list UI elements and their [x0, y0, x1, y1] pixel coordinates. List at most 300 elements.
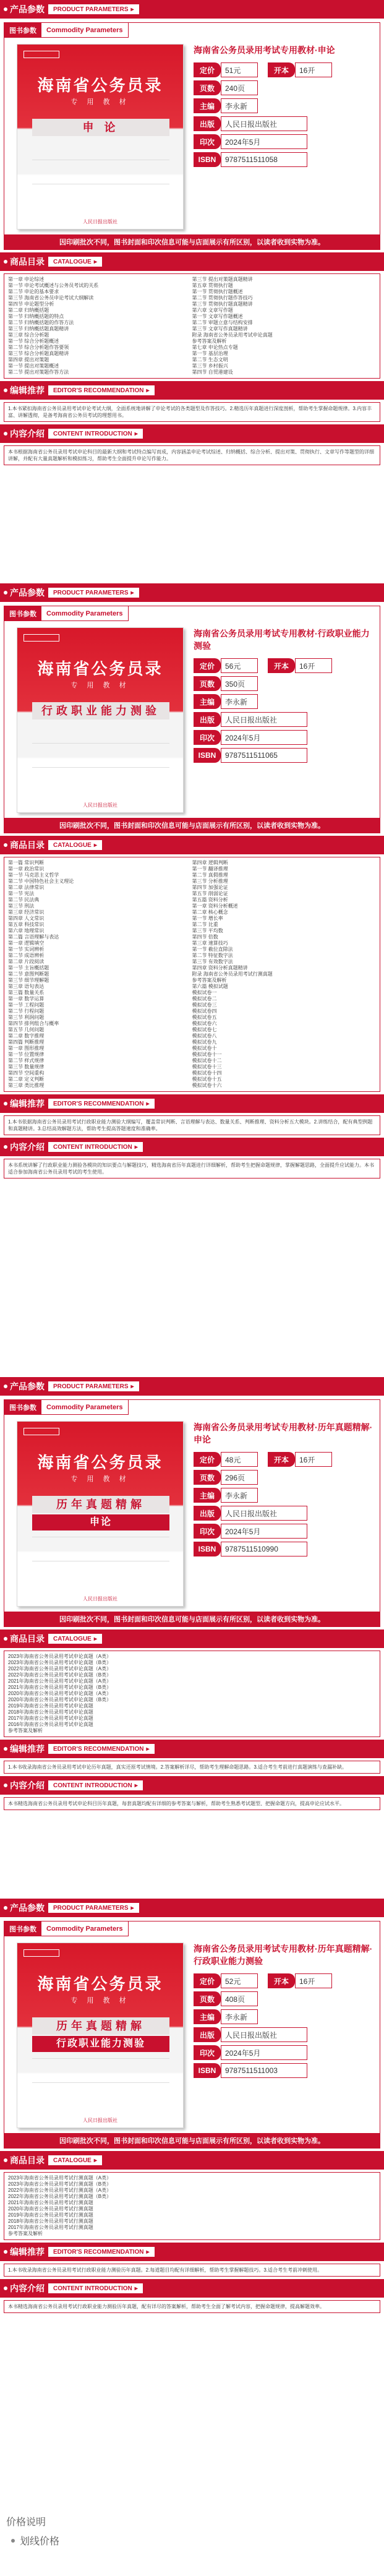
toc-item: 第二章 归纳概括题: [8, 307, 49, 313]
print-label: 印次: [194, 2045, 221, 2060]
cover-title: 海南省公务员录: [37, 659, 163, 678]
intro-text-box: [4, 1797, 380, 1810]
toc-item: 模拟试卷九: [192, 1039, 217, 1045]
editor-value: 李永新: [221, 2009, 258, 2024]
toc-item: 第二节 生态文明: [192, 357, 228, 363]
toc-item: 附录 海南省公务员录用考试行测真题: [192, 971, 273, 977]
bullet-icon: [4, 1145, 7, 1149]
toc-item: 第二章 法律常识: [8, 885, 45, 890]
book-cover: [17, 627, 184, 813]
toc-item: 2020年海南省公务员录用考试行测真题: [8, 2206, 93, 2212]
toc-item: 第四节 加强论证: [192, 885, 228, 890]
toc-item: 第一节 翻译推理: [192, 866, 228, 872]
toc-item: 模拟试卷八: [192, 1033, 217, 1039]
editor-text-box: [4, 2264, 380, 2277]
toc-item: 第二章 核心概念: [192, 909, 228, 915]
cover-decoration: [32, 743, 169, 768]
price-label: 定价: [194, 62, 221, 77]
pages-row: [194, 1470, 375, 1485]
toc-item: 第三章 类比推理: [8, 1083, 45, 1088]
book-title: 海南省公务员录用考试专用教材·行政职业能力测验: [194, 629, 370, 651]
toc-item: 第二节 真假推理: [192, 872, 228, 878]
format-value: 16开: [295, 1973, 332, 1988]
toc-item: 第二篇 言语理解与表达: [8, 934, 59, 940]
pages-label: 页数: [194, 676, 221, 691]
print-row: [194, 730, 375, 745]
cover-decoration: [32, 1537, 169, 1561]
toc-item: 2023年海南省公务员录用考试行测真题（A类）: [8, 2175, 112, 2181]
publisher-row: [194, 2027, 375, 2042]
bullet-icon: [4, 591, 7, 595]
section-title: 编辑推荐: [10, 385, 45, 395]
toc-item: 参考答案及解析: [8, 2231, 43, 2236]
print-label: 印次: [194, 1524, 221, 1539]
param-tab-en: Commodity Parameters: [41, 606, 129, 621]
toc-item: 2019年海南省公务员录用考试申论真题: [8, 1703, 93, 1709]
section-bar-editor: [0, 1094, 384, 1113]
cover-banner: 历年真题精解: [32, 2017, 169, 2035]
param-tabs: [4, 1921, 380, 1936]
bullet-icon: [4, 1906, 7, 1910]
toc-item: 第二章 定义判断: [8, 1076, 45, 1082]
toc-item: 第一节 工程问题: [8, 1002, 45, 1008]
bullet-icon: [4, 1102, 7, 1106]
param-tabs: [4, 1400, 380, 1415]
section-bar-intro: [0, 1776, 384, 1795]
toc-box: [4, 1651, 380, 1737]
price-value: 56元: [221, 658, 258, 673]
section-subtitle: CONTENT INTRODUCTION ▸: [48, 1780, 143, 1790]
intro-text: 本书根据海南省公务员录用考试申论科目的最新大纲和考试特点编写而成，内容涵盖申论考试综述、归纳概括、综合分析、提出对策、贯彻执行、文章写作等题型的详细讲解，并配有大量真题解析和模拟练习，帮助考生全面提升申论写作能力。: [8, 449, 374, 462]
toc-item: 2023年海南省公务员录用考试申论真题（B类）: [8, 1660, 112, 1665]
format-label: 开本: [268, 1973, 295, 1988]
section-subtitle: CONTENT INTRODUCTION ▸: [48, 1142, 143, 1152]
cover-title: 海南省公务员录: [37, 76, 163, 95]
isbn-value: 9787511511003: [221, 2063, 307, 2078]
price-row: [194, 1973, 375, 1988]
section-subtitle: CATALOGUE ▸: [48, 1634, 102, 1644]
price-explanation-title: 价格说明: [6, 2517, 46, 2528]
print-value: 2024年5月: [221, 134, 307, 149]
publisher-label: 出版: [194, 712, 221, 727]
isbn-value: 9787511510990: [221, 1542, 307, 1556]
section-title: 编辑推荐: [10, 1099, 45, 1109]
section-bar-editor: [0, 381, 384, 400]
toc-item: 2021年海南省公务员录用考试申论真题（A类）: [8, 1678, 112, 1684]
notice-banner: 因印刷批次不同，图书封面和印次信息可能与店面展示有所区别，以读者收到实物为准。: [4, 235, 380, 250]
toc-item: 第一章 图形推理: [8, 1045, 45, 1051]
pages-row: [194, 676, 375, 691]
book-title: 海南省公务员录用考试专用教材·历年真题精解·申论: [194, 1422, 373, 1445]
book-cover: [17, 1943, 184, 2128]
toc-item: 第三节 文章写作真题精讲: [192, 326, 248, 332]
book-title: 海南省公务员录用考试专用教材·申论: [194, 45, 335, 55]
toc-item: 第一节 综合分析题概述: [8, 338, 59, 344]
toc-item: 2022年海南省公务员录用考试行测真题（A类）: [8, 2187, 112, 2193]
toc-item: 2021年海南省公务员录用考试行测真题: [8, 2200, 93, 2205]
toc-item: 第三节 乡村振兴: [192, 363, 228, 369]
pages-value: 408页: [221, 1991, 258, 2006]
editor-label: 主编: [194, 1488, 221, 1503]
publisher-logo-icon: [23, 51, 59, 58]
section-title: 内容介绍: [10, 429, 45, 439]
section-subtitle: EDITOR'S RECOMMENDATION ▸: [48, 1099, 155, 1109]
toc-item: 模拟试卷十二: [192, 1058, 222, 1063]
bullet-icon: [4, 2286, 7, 2290]
bullet-icon: [4, 389, 7, 392]
toc-left: [8, 1654, 192, 1734]
toc-item: 第三篇 数量关系: [8, 990, 45, 995]
editor-row: [194, 1488, 375, 1503]
toc-right: [192, 2175, 377, 2237]
toc-item: 第四节 排列组合与概率: [8, 1021, 59, 1026]
param-tab-cn: 图书参数: [4, 606, 41, 621]
toc-item: 第一节 归纳概括题的特点: [8, 314, 64, 319]
book-block: [0, 0, 384, 578]
toc-item: 第一章 数学运算: [8, 996, 45, 1002]
section-title: 产品参数: [10, 588, 45, 598]
toc-item: 第五章 贯彻执行题: [192, 283, 233, 288]
price-label: 定价: [194, 1452, 221, 1467]
toc-left: [8, 860, 192, 1089]
param-body: [4, 621, 380, 818]
publisher-row: [194, 116, 375, 131]
toc-item: 第四章 人文常识: [8, 916, 45, 921]
section-title: 商品目录: [10, 2155, 45, 2165]
toc-item: 模拟试卷十: [192, 1045, 217, 1051]
toc-item: 第三节 归纳概括题真题精讲: [8, 326, 69, 332]
pages-value: 350页: [221, 676, 258, 691]
toc-item: 第一节 文章写作题概述: [192, 314, 243, 319]
toc-item: 第三节 综合分析题真题精讲: [8, 351, 69, 356]
bullet-icon: [4, 432, 7, 436]
price-label: 定价: [194, 658, 221, 673]
param-tab-cn: 图书参数: [4, 1921, 41, 1936]
toc-item: 2022年海南省公务员录用考试行测真题（B类）: [8, 2194, 112, 2199]
section-title: 内容介绍: [10, 2283, 45, 2293]
cover-subtitle: 专 用 教 材: [70, 1997, 130, 2004]
toc-item: 第三节 贯彻执行题真题精讲: [192, 301, 253, 307]
toc-item: 第一节 增长率: [192, 916, 223, 921]
toc-item: 第四章 提出对策题: [8, 357, 49, 363]
toc-item: 第四节 空间重构: [8, 1070, 45, 1076]
section-subtitle: PRODUCT PARAMETERS ▸: [48, 1903, 139, 1913]
book-info: [184, 1419, 375, 1607]
param-box: [4, 22, 380, 235]
bullet-icon: [4, 1784, 7, 1787]
toc-item: 第四节 自贸港建设: [192, 369, 233, 375]
toc-item: 第一篇 常识判断: [8, 860, 45, 865]
editor-value: 李永新: [221, 694, 258, 709]
price-value: 52元: [221, 1973, 258, 1988]
toc-item: 参考答案及解析: [192, 977, 227, 983]
book-cover: [17, 1421, 184, 1607]
toc-item: 第二节 成语辨析: [8, 953, 45, 958]
toc-item: 第二节 综合分析题作答要领: [8, 345, 69, 350]
publisher-row: [194, 1506, 375, 1521]
cover-publisher: 人民日报出版社: [83, 802, 117, 808]
cover-banner: 申 论: [32, 119, 169, 136]
param-body: [4, 1936, 380, 2133]
toc-item: 第一节 位置规律: [8, 1052, 45, 1057]
toc-item: 2019年海南省公务员录用考试行测真题: [8, 2212, 93, 2218]
toc-item: 2022年海南省公务员录用考试申论真题（B类）: [8, 1672, 112, 1678]
pages-label: 页数: [194, 80, 221, 95]
toc-box: [4, 857, 380, 1092]
format-label: 开本: [268, 1452, 295, 1467]
toc-item: 第三章 语句表达: [8, 984, 45, 989]
section-bar-editor: [0, 2243, 384, 2261]
param-box: [4, 606, 380, 818]
editor-label: 主编: [194, 98, 221, 113]
toc-item: 模拟试卷四: [192, 1008, 217, 1014]
bullet-icon: [4, 2250, 7, 2254]
toc-item: 第四节 申论题型分析: [8, 301, 54, 307]
toc-item: 第三章 综合分析题: [8, 332, 49, 338]
section-title: 编辑推荐: [10, 1744, 45, 1754]
toc-item: 第三节 利润问题: [8, 1015, 45, 1020]
section-bar-intro: [0, 1138, 384, 1156]
toc-item: 第三节 细节理解题: [8, 977, 49, 983]
section-bar-editor: [0, 1740, 384, 1758]
editor-text: 1.本书紧扣海南省公务员录用考试申论考试大纲，全面系统地讲解了申论考试的各类题型及作答技巧。2.精选历年真题进行深度剖析，帮助考生掌握命题规律。3.内容丰富、讲解透彻，是备考海南省公务员考试的理想用书。: [8, 406, 372, 418]
publisher-row: [194, 712, 375, 727]
bullet-icon: [4, 1637, 7, 1641]
price-value: 51元: [221, 62, 258, 77]
editor-label: 主编: [194, 694, 221, 709]
format-value: 16开: [295, 658, 332, 673]
book-info: [184, 41, 375, 230]
cover-subtitle: 专 用 教 材: [70, 682, 130, 689]
toc-item: 模拟试卷十六: [192, 1083, 222, 1088]
toc-item: 第四节 倍数: [192, 934, 218, 940]
book-block: [0, 1377, 384, 1894]
editor-value: 李永新: [221, 98, 258, 113]
toc-item: 第二节 行程问题: [8, 1008, 45, 1014]
publisher-logo-icon: [23, 1428, 59, 1435]
toc-item: 第一节 宪法: [8, 891, 35, 896]
toc-item: 第二节 审题立意与结构安排: [192, 320, 253, 325]
intro-text-box: [4, 2300, 380, 2313]
toc-item: 2017年海南省公务员录用考试申论真题: [8, 1715, 93, 1721]
isbn-label: ISBN: [194, 152, 221, 167]
toc-item: 第一节 主旨概括题: [8, 965, 49, 971]
section-subtitle: EDITOR'S RECOMMENDATION ▸: [48, 385, 155, 395]
cover-title: 海南省公务员录: [37, 1453, 163, 1472]
toc-item: 2021年海南省公务员录用考试申论真题（B类）: [8, 1685, 112, 1690]
pages-label: 页数: [194, 1991, 221, 2006]
editor-text: 1.本书依据海南省公务员录用考试行政职业能力测验大纲编写，覆盖常识判断、言语理解与表达、数量关系、判断推理、资料分析五大模块。2.讲练结合，配有典型例题和真题精讲。3.总结高效解题方法，帮助考生提高答题速度和准确率。: [8, 1119, 373, 1131]
notice-banner: 因印刷批次不同，图书封面和印次信息可能与店面展示有所区别，以读者收到实物为准。: [4, 2134, 380, 2149]
intro-text: 本书精选海南省公务员录用考试申论科目历年真题，每套真题均配有详细的参考答案与解析，帮助考生熟悉考试题型、把握命题方向，提高申论应试水平。: [8, 1801, 344, 1806]
toc-item: 第一章 资料分析概述: [192, 903, 238, 909]
toc-item: 2022年海南省公务员录用考试申论真题（A类）: [8, 1666, 112, 1672]
section-title: 内容介绍: [10, 1142, 45, 1152]
editor-text: 1.本书收录海南省公务员录用考试申论历年真题，真实还原考试情境。2.答案解析详尽，帮助考生理解命题思路。3.适合考生考前进行真题演练与查漏补缺。: [8, 1764, 348, 1770]
section-bar-params: [0, 0, 384, 19]
section-title: 内容介绍: [10, 1780, 45, 1790]
publisher-value: 人民日报出版社: [221, 2027, 307, 2042]
price-row: [194, 62, 375, 77]
book-info: [184, 625, 375, 813]
notice-banner: 因印刷批次不同，图书封面和印次信息可能与店面展示有所区别，以读者收到实物为准。: [4, 818, 380, 833]
toc-item: 模拟试卷十五: [192, 1076, 222, 1082]
section-subtitle: EDITOR'S RECOMMENDATION ▸: [48, 2247, 155, 2257]
publisher-value: 人民日报出版社: [221, 116, 307, 131]
cover-subtitle: 专 用 教 材: [70, 1475, 130, 1483]
publisher-label: 出版: [194, 1506, 221, 1521]
bullet-icon: [4, 1385, 7, 1388]
section-subtitle: PRODUCT PARAMETERS ▸: [48, 1381, 139, 1391]
section-bar-toc: [0, 252, 384, 271]
print-row: [194, 1524, 375, 1539]
print-row: [194, 134, 375, 149]
isbn-label: ISBN: [194, 2063, 221, 2078]
cover-banner-secondary: 行政职业能力测验: [32, 2036, 169, 2052]
toc-item: 第三节 有效数字法: [192, 959, 233, 964]
section-title: 商品目录: [10, 257, 45, 267]
intro-text: 本书精选海南省公务员录用考试行政职业能力测验历年真题，配有详尽的答案解析，帮助考生全面了解考试内容，把握命题规律，提高解题效率。: [8, 2304, 325, 2309]
param-box: [4, 1399, 380, 1612]
section-bar-params: [0, 1899, 384, 1917]
section-bar-params: [0, 1377, 384, 1396]
section-subtitle: CATALOGUE ▸: [48, 840, 102, 850]
toc-item: 2017年海南省公务员录用考试行测真题: [8, 2225, 93, 2230]
book-block: [0, 1899, 384, 2508]
cover-banner-secondary: 申论: [32, 1514, 169, 1531]
toc-item: 第四章 逻辑判断: [192, 860, 228, 865]
toc-item: 第一节 贯彻执行题概述: [192, 289, 243, 294]
toc-item: 第三节 数量规律: [8, 1064, 45, 1070]
toc-left: [8, 277, 192, 376]
param-tabs: [4, 606, 380, 621]
section-title: 产品参数: [10, 1903, 45, 1913]
editor-row: [194, 694, 375, 709]
toc-item: 第一章 申论综述: [8, 277, 45, 282]
isbn-row: [194, 152, 375, 167]
section-bar-toc: [0, 836, 384, 854]
book-title: 海南省公务员录用考试专用教材·历年真题精解·行政职业能力测验: [194, 1944, 373, 1966]
toc-item: 2020年海南省公务员录用考试申论真题（B类）: [8, 1697, 112, 1702]
section-title: 产品参数: [10, 1381, 45, 1391]
section-bar-toc: [0, 2151, 384, 2170]
intro-text-box: [4, 445, 380, 465]
editor-row: [194, 2009, 375, 2024]
publisher-logo-icon: [23, 1949, 59, 1957]
price-row: [194, 658, 375, 673]
bullet-icon: [4, 260, 7, 264]
toc-item: 第二节 比重: [192, 922, 218, 927]
toc-item: 2016年海南省公务员录用考试申论真题: [8, 1722, 93, 1727]
pages-value: 296页: [221, 1470, 258, 1485]
toc-item: 第二节 归纳概括题的作答方法: [8, 320, 74, 325]
toc-item: 模拟试卷五: [192, 1015, 217, 1020]
format-value: 16开: [295, 1452, 332, 1467]
section-subtitle: CATALOGUE ▸: [48, 2155, 102, 2165]
toc-box: [4, 273, 380, 379]
editor-row: [194, 98, 375, 113]
price-explanation-item: 划线价格: [6, 2533, 378, 2548]
print-row: [194, 2045, 375, 2060]
toc-item: 模拟试卷十三: [192, 1064, 222, 1070]
print-value: 2024年5月: [221, 2045, 307, 2060]
toc-item: 第七章 申论热点专题: [192, 345, 238, 350]
toc-item: 第五节 削弱论证: [192, 891, 228, 896]
print-value: 2024年5月: [221, 730, 307, 745]
isbn-label: ISBN: [194, 748, 221, 763]
toc-box: [4, 2172, 380, 2240]
print-label: 印次: [194, 730, 221, 745]
isbn-row: [194, 1542, 375, 1556]
print-value: 2024年5月: [221, 1524, 307, 1539]
toc-item: 第一节 截位直除法: [192, 947, 233, 952]
toc-right: [192, 860, 377, 1089]
notice-banner: 因印刷批次不同，图书封面和印次信息可能与店面展示有所区别，以读者收到实物为准。: [4, 1612, 380, 1627]
toc-item: 第一节 马克思主义哲学: [8, 872, 59, 878]
section-title: 商品目录: [10, 1634, 45, 1644]
param-body: [4, 38, 380, 234]
cover-publisher: 人民日报出版社: [83, 1596, 117, 1602]
toc-item: 2018年海南省公务员录用考试申论真题: [8, 1709, 93, 1715]
editor-text-box: [4, 1115, 380, 1135]
price-label: 定价: [194, 1973, 221, 1988]
section-subtitle: EDITOR'S RECOMMENDATION ▸: [48, 1744, 155, 1754]
param-tab-cn: 图书参数: [4, 1400, 41, 1415]
toc-item: 模拟试卷二: [192, 996, 217, 1002]
section-subtitle: CONTENT INTRODUCTION ▸: [48, 429, 143, 439]
toc-item: 2023年海南省公务员录用考试行测真题（B类）: [8, 2181, 112, 2187]
price-value: 48元: [221, 1452, 258, 1467]
toc-item: 第四篇 判断推理: [8, 1039, 45, 1045]
toc-item: 第二节 中国特色社会主义理论: [8, 878, 74, 884]
section-subtitle: PRODUCT PARAMETERS ▸: [48, 4, 139, 14]
section-title: 产品参数: [10, 4, 45, 14]
toc-item: 模拟试卷一: [192, 990, 217, 995]
bullet-icon: [4, 2158, 7, 2162]
cover-banner: 历年真题精解: [32, 1496, 169, 1513]
toc-item: 第二章 片段阅读: [8, 959, 45, 964]
book-block: [0, 583, 384, 1372]
isbn-row: [194, 2063, 375, 2078]
pages-label: 页数: [194, 1470, 221, 1485]
toc-item: 第三节 分析推理: [192, 878, 228, 884]
isbn-label: ISBN: [194, 1542, 221, 1556]
editor-text-box: [4, 1761, 380, 1774]
toc-item: 第一章 逻辑填空: [8, 940, 45, 946]
pages-row: [194, 80, 375, 95]
intro-text: 本书系统讲解了行政职业能力测验各模块的知识要点与解题技巧，精选海南省历年真题进行详细解析，帮助考生把握命题规律，掌握解题思路，全面提升应试能力。本书适合参加海南省公务员录用考试的考生使用。: [8, 1162, 374, 1175]
section-title: 商品目录: [10, 840, 45, 850]
toc-right: [192, 277, 377, 376]
toc-item: 第三节 提出对策题真题精讲: [192, 277, 253, 282]
toc-item: 2020年海南省公务员录用考试申论真题（A类）: [8, 1691, 112, 1696]
cover-decoration: [32, 160, 169, 184]
section-bar-toc: [0, 1629, 384, 1648]
price-explanation: [0, 2508, 384, 2554]
toc-item: 模拟试卷三: [192, 1002, 217, 1008]
toc-item: 第二节 民法典: [8, 897, 40, 903]
publisher-label: 出版: [194, 2027, 221, 2042]
publisher-value: 人民日报出版社: [221, 1506, 307, 1521]
toc-item: 模拟试卷六: [192, 1021, 217, 1026]
section-bar-intro: [0, 424, 384, 443]
toc-item: 第一节 实词辨析: [8, 947, 45, 952]
toc-item: 第三节 平均数: [192, 928, 223, 934]
publisher-value: 人民日报出版社: [221, 712, 307, 727]
section-subtitle: CATALOGUE ▸: [48, 257, 102, 267]
cover-title: 海南省公务员录: [37, 1975, 163, 1993]
book-cover: [17, 44, 184, 230]
